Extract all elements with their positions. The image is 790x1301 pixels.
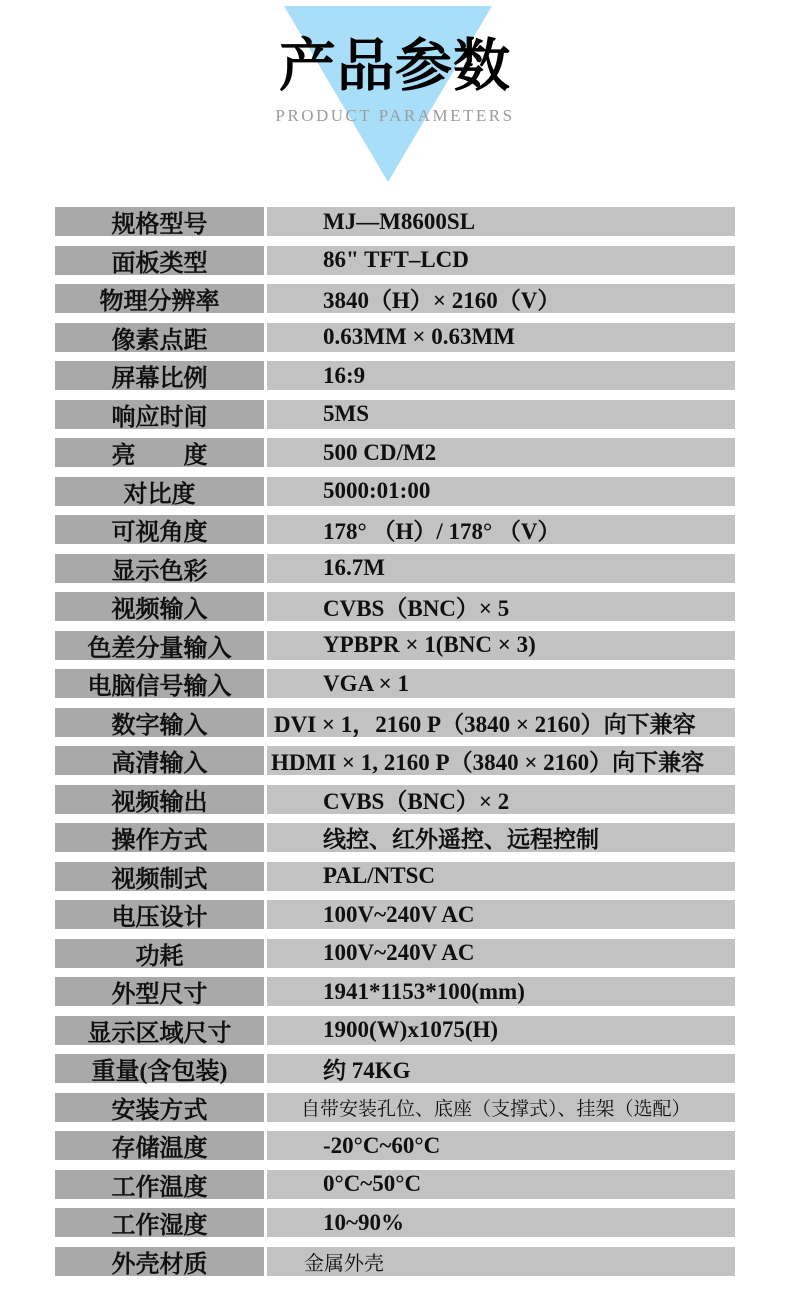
spec-value: 100V~240V AC [267, 939, 735, 968]
spec-row [55, 438, 735, 467]
spec-row [55, 785, 735, 814]
spec-label: 响应时间 [55, 400, 264, 429]
spec-value: 1941*1153*100(mm) [267, 977, 735, 1006]
spec-row [55, 246, 735, 275]
spec-row [55, 400, 735, 429]
spec-label: 物理分辨率 [55, 284, 264, 313]
spec-row [55, 823, 735, 852]
spec-row [55, 1054, 735, 1083]
spec-row [55, 554, 735, 583]
spec-label: 功耗 [55, 939, 264, 968]
spec-table [55, 207, 735, 1285]
spec-value: VGA × 1 [267, 669, 735, 698]
spec-row [55, 592, 735, 621]
spec-value: 自带安装孔位、底座（支撑式）、挂架（选配） [267, 1093, 735, 1122]
spec-label: 视频制式 [55, 862, 264, 891]
spec-value: 500 CD/M2 [267, 438, 735, 467]
spec-label: 重量(含包装) [55, 1054, 264, 1083]
spec-row [55, 900, 735, 929]
spec-row [55, 1131, 735, 1160]
spec-label: 高清输入 [55, 746, 264, 775]
spec-value: 16.7M [267, 554, 735, 583]
spec-value: 金属外壳 [267, 1247, 735, 1276]
spec-row [55, 746, 735, 775]
spec-label: 安装方式 [55, 1093, 264, 1122]
spec-value: 100V~240V AC [267, 900, 735, 929]
spec-value: CVBS（BNC）× 2 [267, 785, 735, 814]
spec-row [55, 977, 735, 1006]
spec-row [55, 1016, 735, 1045]
spec-value: 86" TFT–LCD [267, 246, 735, 275]
spec-value: 10~90% [267, 1208, 735, 1237]
spec-row [55, 207, 735, 236]
spec-value: 约 74KG [267, 1054, 735, 1083]
spec-label: 色差分量输入 [55, 631, 264, 660]
spec-label: 显示区域尺寸 [55, 1016, 264, 1045]
spec-row [55, 1208, 735, 1237]
spec-value: 0°C~50°C [267, 1170, 735, 1199]
spec-row [55, 361, 735, 390]
spec-row [55, 323, 735, 352]
spec-value: 0.63MM × 0.63MM [267, 323, 735, 352]
spec-label: 视频输入 [55, 592, 264, 621]
spec-label: 视频输出 [55, 785, 264, 814]
spec-label: 存储温度 [55, 1131, 264, 1160]
spec-value: 178° （H）/ 178° （V） [267, 515, 735, 544]
spec-row [55, 1093, 735, 1122]
spec-row [55, 1247, 735, 1276]
spec-row [55, 862, 735, 891]
spec-row [55, 284, 735, 313]
spec-value: MJ—M8600SL [267, 207, 735, 236]
spec-value: CVBS（BNC）× 5 [267, 592, 735, 621]
spec-label: 显示色彩 [55, 554, 264, 583]
spec-label: 像素点距 [55, 323, 264, 352]
spec-value: DVI × 1，2160 P（3840 × 2160）向下兼容 [267, 708, 735, 737]
spec-value: YPBPR × 1(BNC × 3) [267, 631, 735, 660]
spec-row [55, 477, 735, 506]
spec-label: 规格型号 [55, 207, 264, 236]
spec-label: 工作温度 [55, 1170, 264, 1199]
spec-label: 操作方式 [55, 823, 264, 852]
spec-label: 外型尺寸 [55, 977, 264, 1006]
spec-value: 1900(W)x1075(H) [267, 1016, 735, 1045]
spec-row [55, 669, 735, 698]
spec-label: 面板类型 [55, 246, 264, 275]
spec-row [55, 515, 735, 544]
spec-value: 5000:01:00 [267, 477, 735, 506]
spec-value: 线控、红外遥控、远程控制 [267, 823, 735, 852]
spec-value: 3840（H）× 2160（V） [267, 284, 735, 313]
spec-label: 屏幕比例 [55, 361, 264, 390]
spec-value: HDMI × 1, 2160 P（3840 × 2160）向下兼容 [267, 746, 735, 775]
spec-label: 电脑信号输入 [55, 669, 264, 698]
spec-label: 可视角度 [55, 515, 264, 544]
spec-value: -20°C~60°C [267, 1131, 735, 1160]
page-title: 产品参数 [279, 34, 511, 98]
spec-value: PAL/NTSC [267, 862, 735, 891]
spec-row [55, 631, 735, 660]
spec-label: 工作湿度 [55, 1208, 264, 1237]
spec-label: 数字输入 [55, 708, 264, 737]
spec-row [55, 939, 735, 968]
spec-value: 5MS [267, 400, 735, 429]
spec-label: 电压设计 [55, 900, 264, 929]
page-subtitle: PRODUCT PARAMETERS [275, 106, 515, 125]
spec-value: 16:9 [267, 361, 735, 390]
spec-label: 亮 度 [55, 438, 264, 467]
spec-label: 对比度 [55, 477, 264, 506]
spec-row [55, 708, 735, 737]
spec-label: 外壳材质 [55, 1247, 264, 1276]
page-header [0, 0, 790, 200]
spec-row [55, 1170, 735, 1199]
